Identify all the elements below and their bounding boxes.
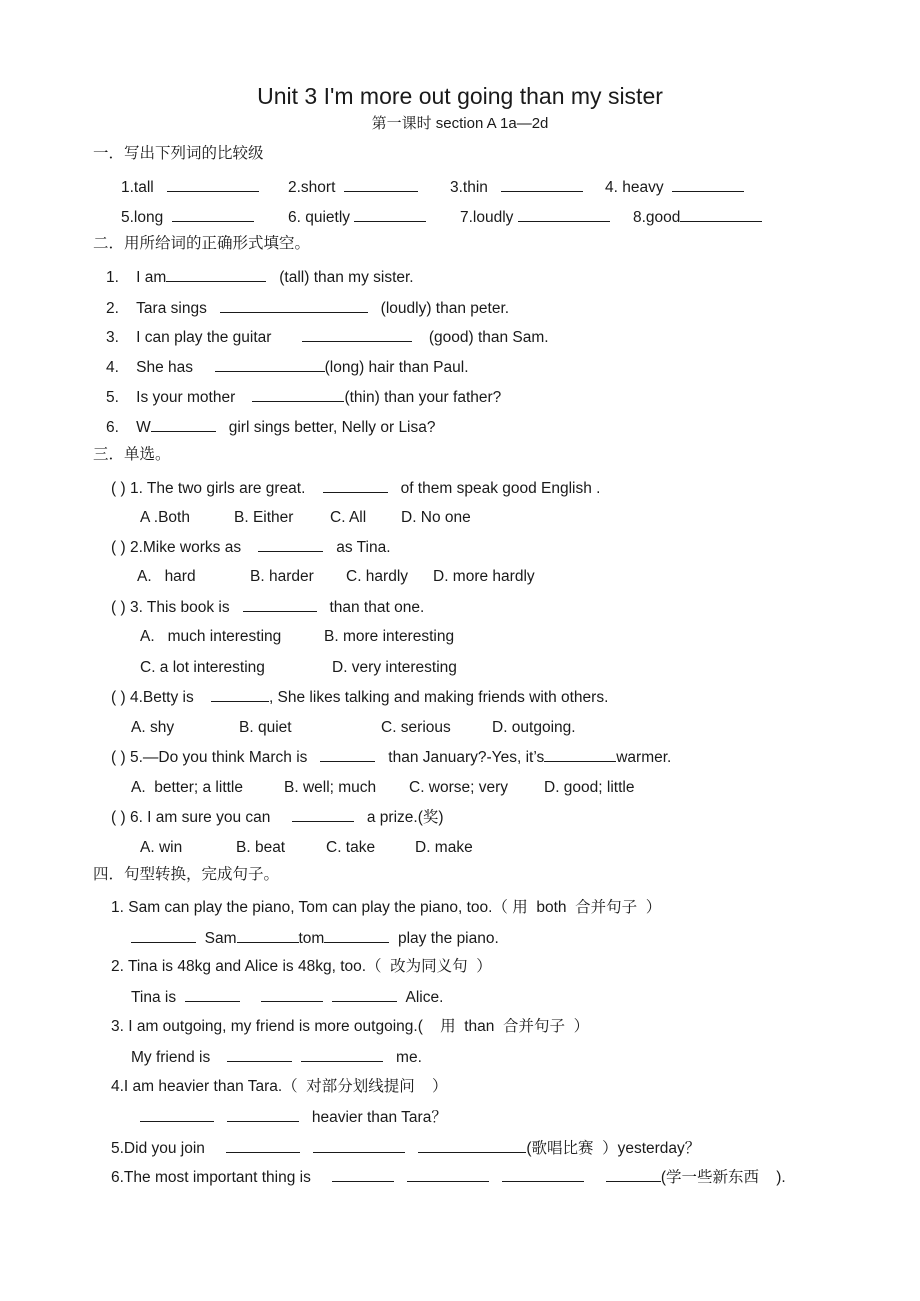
answer-blank[interactable] xyxy=(407,1167,489,1182)
answer-blank[interactable] xyxy=(243,597,317,612)
answer-blank[interactable] xyxy=(261,987,323,1002)
s2-item-5: 5. Is your mother (thin) than your father? xyxy=(106,389,502,406)
s2-item-1: 1. I am (tall) than my sister. xyxy=(106,269,414,286)
option: A. win xyxy=(140,839,183,856)
answer-paren[interactable]: ( ) xyxy=(111,539,126,556)
answer-blank[interactable] xyxy=(237,928,299,943)
answer-blank[interactable] xyxy=(323,478,388,493)
answer-blank[interactable] xyxy=(418,1138,526,1153)
answer-blank[interactable] xyxy=(227,1107,299,1122)
option: A. shy xyxy=(131,719,175,736)
answer-blank[interactable] xyxy=(544,747,616,762)
option: D. No one xyxy=(401,509,471,526)
s3-question-6: ( ) 6. I am sure you can a prize.(奖) xyxy=(111,809,444,826)
option: C. hardly xyxy=(346,568,409,585)
answer-blank[interactable] xyxy=(501,177,583,192)
answer-blank[interactable] xyxy=(302,327,412,342)
s1-item-6: 6. quietly xyxy=(288,207,426,228)
s4-question-1: 1. Sam can play the piano, Tom can play the piano, too.（ 用 both 合并句子 ） xyxy=(111,899,662,916)
answer-blank[interactable] xyxy=(226,1138,300,1153)
s1-item-5: 5.long xyxy=(121,207,254,228)
answer-blank[interactable] xyxy=(313,1138,405,1153)
option: C. All xyxy=(330,509,367,526)
answer-blank[interactable] xyxy=(172,207,254,222)
answer-paren[interactable]: ( ) xyxy=(111,689,126,706)
s2-item-4: 4. She has (long) hair than Paul. xyxy=(106,359,469,376)
option: C. serious xyxy=(381,719,451,736)
s3-question-1: ( ) 1. The two girls are great. of them speak good English . xyxy=(111,480,601,497)
answer-paren[interactable]: ( ) xyxy=(111,599,126,616)
option: D. make xyxy=(415,839,473,856)
option: D. outgoing. xyxy=(492,719,576,736)
answer-blank[interactable] xyxy=(252,387,344,402)
answer-blank[interactable] xyxy=(518,207,610,222)
option: B. beat xyxy=(236,839,286,856)
s1-item-8: 8.good xyxy=(633,207,762,228)
s2-item-3: 3. I can play the guitar (good) than Sam. xyxy=(106,329,549,346)
option: D. good; little xyxy=(544,779,635,796)
answer-blank[interactable] xyxy=(332,1167,394,1182)
page-title: Unit 3 I'm more out going than my sister xyxy=(257,83,663,109)
answer-blank[interactable] xyxy=(680,207,762,222)
s4-answer-4: heavier than Tara？ xyxy=(140,1107,447,1128)
answer-blank[interactable] xyxy=(185,987,240,1002)
answer-blank[interactable] xyxy=(344,177,418,192)
answer-blank[interactable] xyxy=(301,1047,383,1062)
s1-item-1: 1.tall xyxy=(121,177,259,198)
s4-answer-2: Tina is Alice. xyxy=(131,989,444,1006)
s4-question-4: 4.I am heavier than Tara.（ 对部分划线提问 ） xyxy=(111,1078,448,1095)
option: A. much interesting xyxy=(140,628,282,645)
answer-blank[interactable] xyxy=(354,207,426,222)
s3-question-2: ( ) 2.Mike works as as Tina. xyxy=(111,539,391,556)
section-1-heading: 一．写出下列词的比较级 xyxy=(93,145,264,162)
s4-question-3: 3. I am outgoing, my friend is more outgoing.( 用 than 合并句子 ） xyxy=(111,1018,590,1035)
s2-item-6: 6. W girl sings better, Nelly or Lisa? xyxy=(106,419,436,436)
answer-blank[interactable] xyxy=(332,987,397,1002)
option: A. better; a little xyxy=(131,779,243,796)
answer-blank[interactable] xyxy=(606,1167,661,1182)
section-2-heading: 二．用所给词的正确形式填空。 xyxy=(93,235,311,252)
s4-question-5: 5.Did you join (歌唱比赛 ）yesterday？ xyxy=(111,1140,701,1157)
answer-blank[interactable] xyxy=(167,177,259,192)
s3-question-3: ( ) 3. This book is than that one. xyxy=(111,599,425,616)
option: B. quiet xyxy=(239,719,292,736)
option: B. Either xyxy=(234,509,294,526)
s4-answer-3: My friend is me. xyxy=(131,1049,422,1066)
s1-item-2: 2.short xyxy=(288,177,418,198)
answer-blank[interactable] xyxy=(166,267,266,282)
s1-item-7: 7.loudly xyxy=(460,207,610,228)
s4-question-6: 6.The most important thing is (学一些新东西 ). xyxy=(111,1169,786,1186)
answer-blank[interactable] xyxy=(292,807,354,822)
option: D. very interesting xyxy=(332,659,457,676)
option: B. harder xyxy=(250,568,314,585)
option: C. take xyxy=(326,839,376,856)
answer-blank[interactable] xyxy=(215,357,325,372)
option: A. hard xyxy=(137,568,196,585)
answer-blank[interactable] xyxy=(320,747,375,762)
option: B. more interesting xyxy=(324,628,455,645)
answer-paren[interactable]: ( ) xyxy=(111,809,126,826)
option: C. worse; very xyxy=(409,779,509,796)
answer-blank[interactable] xyxy=(227,1047,292,1062)
answer-blank[interactable] xyxy=(502,1167,584,1182)
answer-blank[interactable] xyxy=(258,537,323,552)
option: C. a lot interesting xyxy=(140,659,265,676)
s1-item-4: 4. heavy xyxy=(605,177,744,198)
answer-blank[interactable] xyxy=(211,687,269,702)
option: B. well; much xyxy=(284,779,377,796)
answer-blank[interactable] xyxy=(131,928,196,943)
s4-answer-1: Sam tom play the piano. xyxy=(131,928,499,949)
s3-question-5: ( ) 5.—Do you think March is than January?-Yes, it’s warmer. xyxy=(111,749,672,766)
s1-item-3: 3.thin xyxy=(450,177,583,198)
s3-question-4: ( ) 4.Betty is , She likes talking and making friends with others. xyxy=(111,689,609,706)
section-3-heading: 三．单选。 xyxy=(93,446,171,463)
page-subtitle: 第一课时 section A 1a—2d xyxy=(371,115,549,132)
answer-paren[interactable]: ( ) xyxy=(111,480,126,497)
section-4-heading: 四．句型转换，完成句子。 xyxy=(93,866,280,883)
s2-item-2: 2. Tara sings (loudly) than peter. xyxy=(106,300,510,317)
answer-blank[interactable] xyxy=(220,298,368,313)
answer-paren[interactable]: ( ) xyxy=(111,749,126,766)
option: D. more hardly xyxy=(433,568,535,585)
answer-blank[interactable] xyxy=(140,1107,214,1122)
answer-blank[interactable] xyxy=(151,417,216,432)
s4-question-2: 2. Tina is 48kg and Alice is 48kg, too.（ 改为同义句 ） xyxy=(111,958,492,975)
option: A .Both xyxy=(140,509,190,526)
answer-blank[interactable] xyxy=(324,928,389,943)
answer-blank[interactable] xyxy=(672,177,744,192)
